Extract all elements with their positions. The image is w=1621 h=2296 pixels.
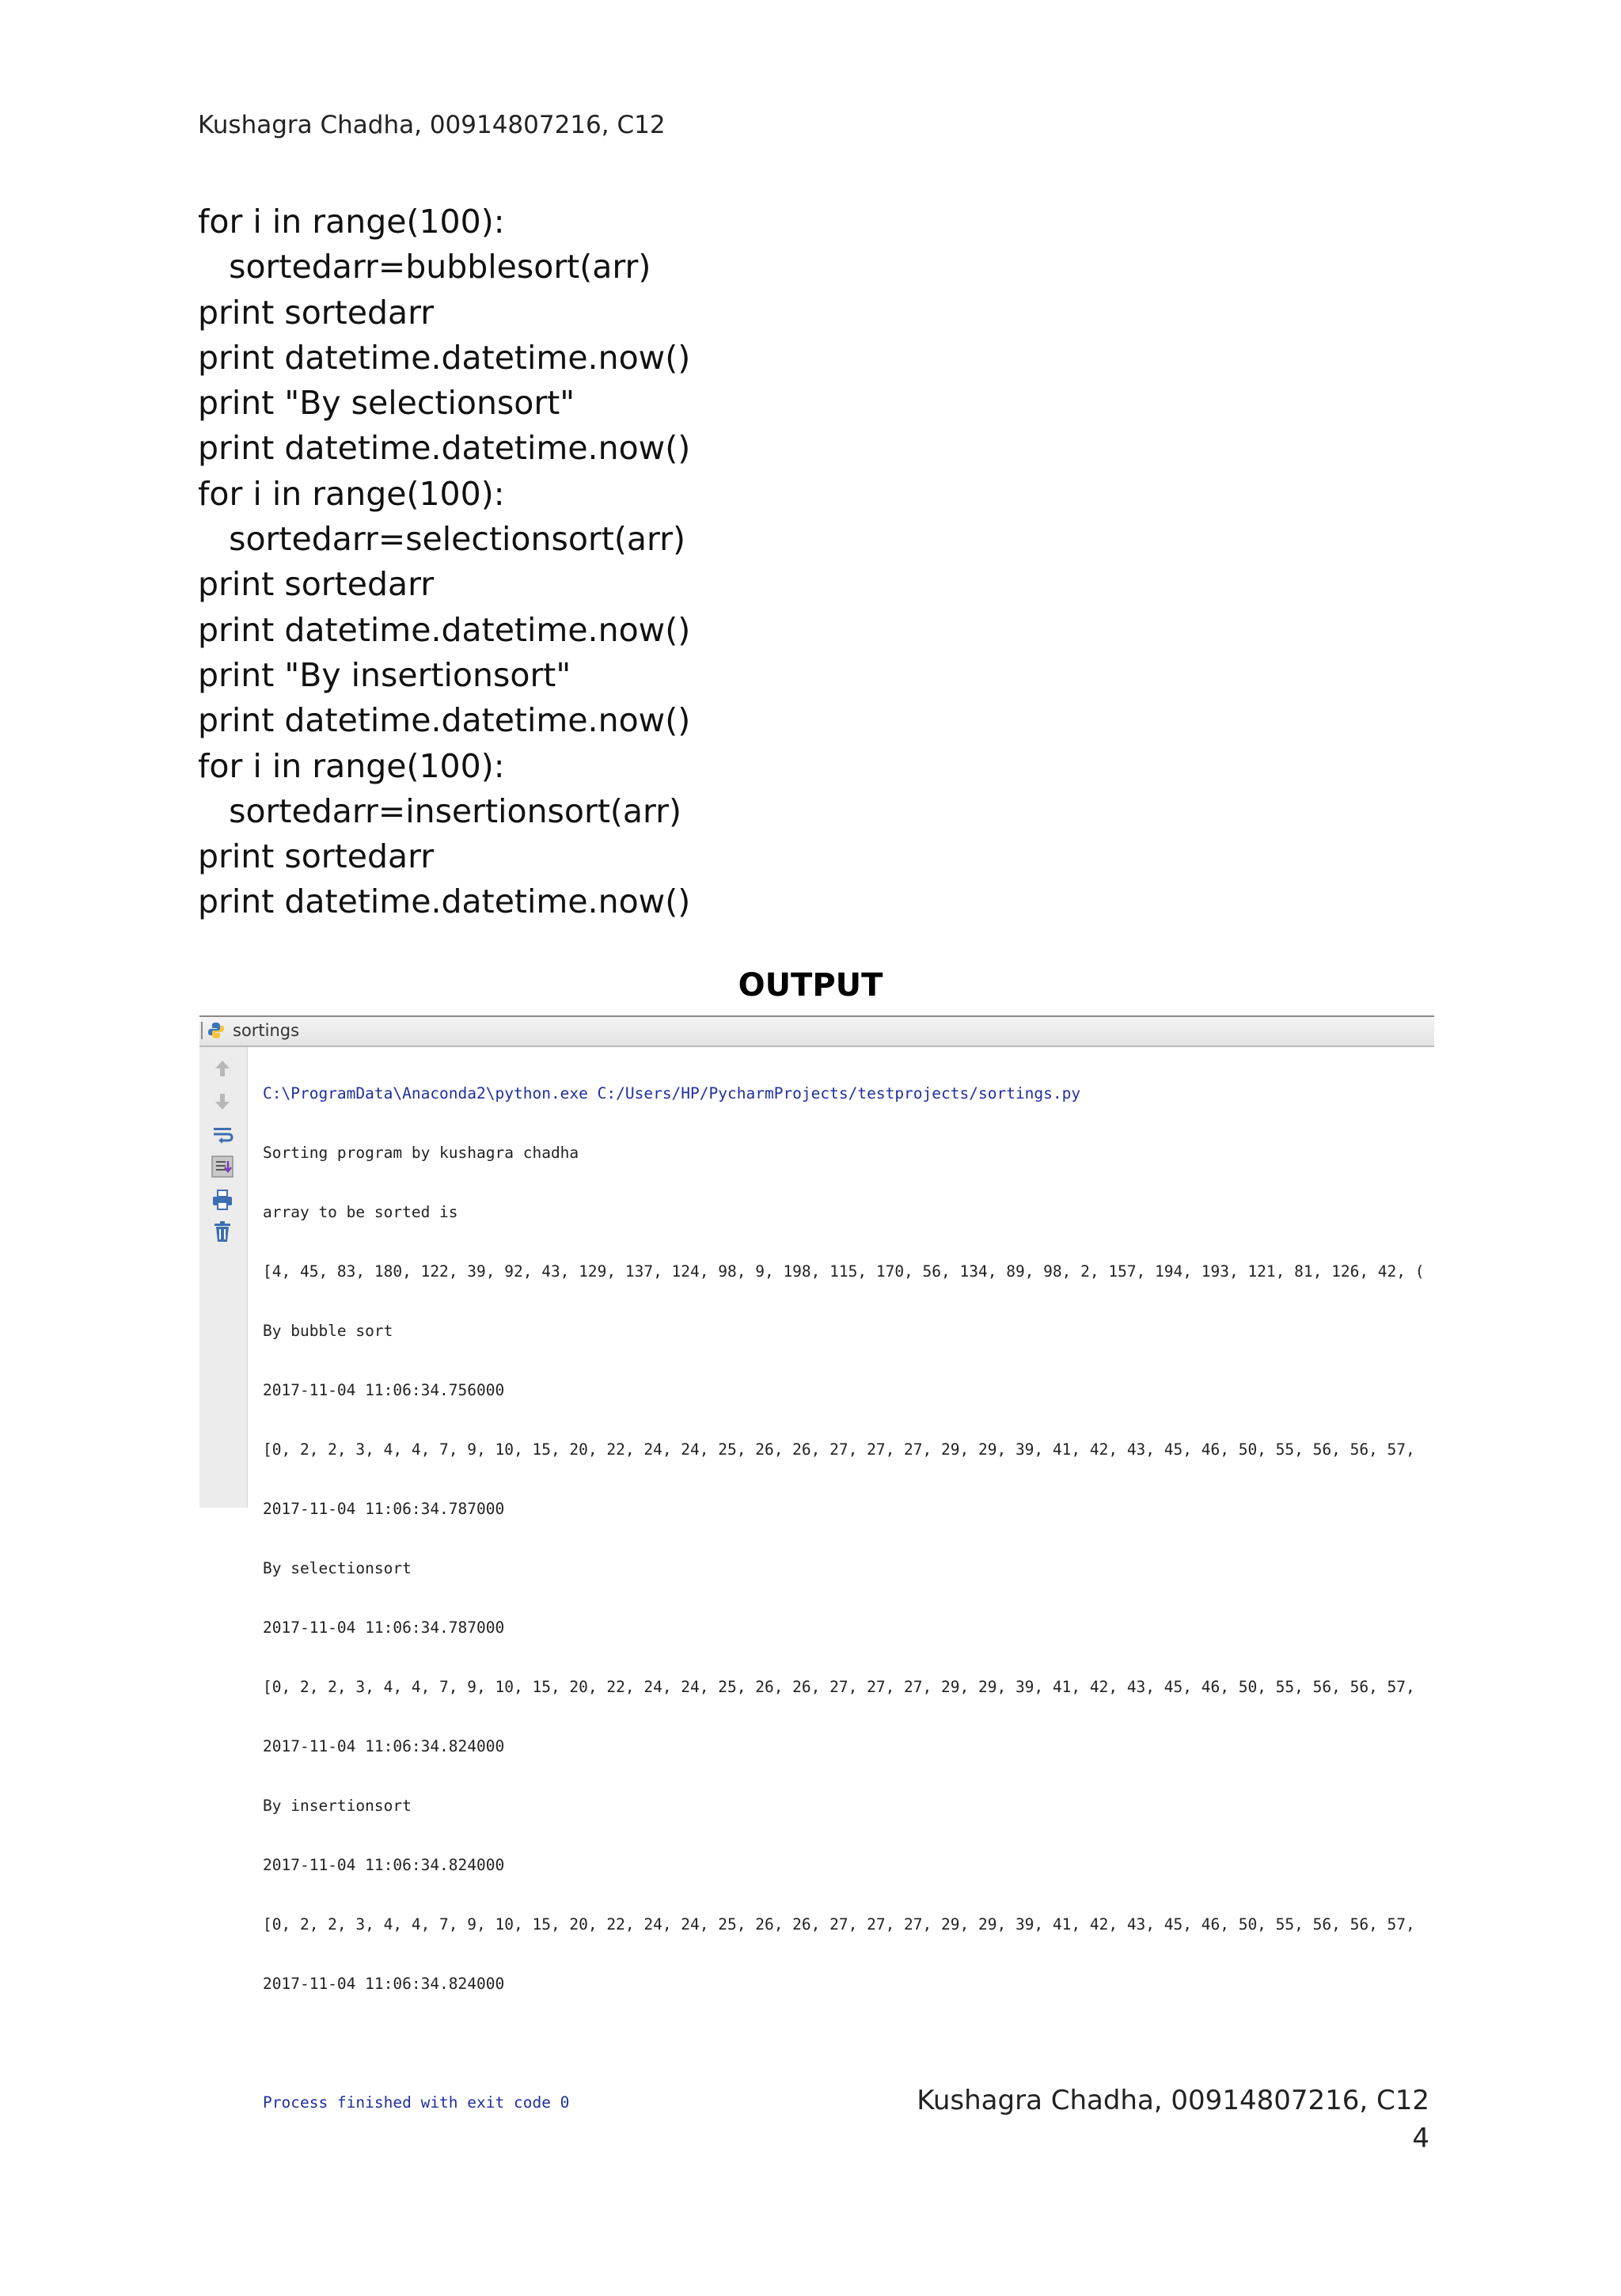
console-line: By bubble sort: [263, 1322, 393, 1340]
console-line: 2017-11-04 11:06:34.787000: [263, 1500, 505, 1518]
page-footer: Kushagra Chadha, 00914807216, C12: [917, 2085, 1429, 2116]
code-line: for i in range(100):: [198, 746, 505, 785]
code-line: for i in range(100):: [198, 203, 505, 241]
soft-wrap-icon[interactable]: [211, 1123, 234, 1147]
code-line: print "By insertionsort": [198, 655, 571, 694]
console-line: 2017-11-04 11:06:34.787000: [263, 1619, 505, 1637]
scroll-to-end-icon[interactable]: [211, 1155, 234, 1178]
code-line: print datetime.datetime.now(): [198, 610, 691, 649]
console-line-command: C:\ProgramData\Anaconda2\python.exe C:/Users/HP/PycharmProjects/testprojects/sortings.py: [263, 1084, 1081, 1102]
code-line: print datetime.datetime.now(): [198, 701, 691, 740]
console-line: Sorting program by kushagra chadha: [263, 1144, 579, 1162]
console-line: 2017-11-04 11:06:34.756000: [263, 1381, 505, 1399]
console-toolbar: [199, 1047, 248, 1508]
console-line-blank: [263, 2032, 1425, 2055]
console-line: [0, 2, 2, 3, 4, 4, 7, 9, 10, 15, 20, 22, 24, 24, 25, 26, 26, 27, 27, 27, 29, 29, 39, 41, 42, 43, 45, 46, 50, 55, 56, 56, 57,: [263, 1440, 1415, 1459]
console-line: 2017-11-04 11:06:34.824000: [263, 1975, 505, 1993]
console-line-exit: Process finished with exit code 0: [263, 2093, 570, 2112]
arrow-down-icon[interactable]: [211, 1090, 234, 1114]
code-line: print sortedarr: [198, 565, 435, 604]
console-line: 2017-11-04 11:06:34.824000: [263, 1856, 505, 1874]
code-line: print datetime.datetime.now(): [198, 429, 691, 468]
console-line: [4, 45, 83, 180, 122, 39, 92, 43, 129, 137, 124, 98, 9, 198, 115, 170, 56, 134, 89, 98, 2, 157, 194, 193, 121, 81, 126, 42, (: [263, 1262, 1425, 1281]
code-line: print datetime.datetime.now(): [198, 338, 691, 377]
arrow-up-icon[interactable]: [211, 1057, 234, 1080]
console-tab-title: sortings: [233, 1021, 300, 1040]
code-line: print sortedarr: [198, 837, 435, 876]
page-header: Kushagra Chadha, 00914807216, C12: [198, 111, 666, 139]
trash-icon[interactable]: [211, 1220, 234, 1243]
code-listing: [198, 199, 690, 925]
page-number: 4: [1412, 2123, 1429, 2154]
console-line: [0, 2, 2, 3, 4, 4, 7, 9, 10, 15, 20, 22, 24, 24, 25, 26, 26, 27, 27, 27, 29, 29, 39, 41, 42, 43, 45, 46, 50, 55, 56, 56, 57,: [263, 1915, 1415, 1934]
console-line: By selectionsort: [263, 1559, 412, 1577]
console-line: array to be sorted is: [263, 1203, 458, 1221]
console-line: By insertionsort: [263, 1797, 412, 1815]
console-tab[interactable]: [199, 1017, 1434, 1047]
code-line: print "By selectionsort": [198, 384, 575, 423]
tab-divider: [201, 1022, 203, 1039]
console-line: [0, 2, 2, 3, 4, 4, 7, 9, 10, 15, 20, 22, 24, 24, 25, 26, 26, 27, 27, 27, 29, 29, 39, 41, 42, 43, 45, 46, 50, 55, 56, 56, 57,: [263, 1678, 1415, 1696]
code-line: sortedarr=insertionsort(arr): [198, 791, 682, 830]
console-output: [263, 1046, 1425, 2150]
python-icon: [207, 1022, 225, 1039]
code-line: print datetime.datetime.now(): [198, 882, 691, 921]
code-line: sortedarr=bubblesort(arr): [198, 248, 651, 287]
code-line: sortedarr=selectionsort(arr): [198, 520, 685, 559]
console-line: 2017-11-04 11:06:34.824000: [263, 1737, 505, 1755]
output-heading: OUTPUT: [738, 967, 883, 1004]
code-line: for i in range(100):: [198, 474, 505, 513]
code-line: print sortedarr: [198, 293, 435, 332]
print-icon[interactable]: [211, 1188, 234, 1212]
